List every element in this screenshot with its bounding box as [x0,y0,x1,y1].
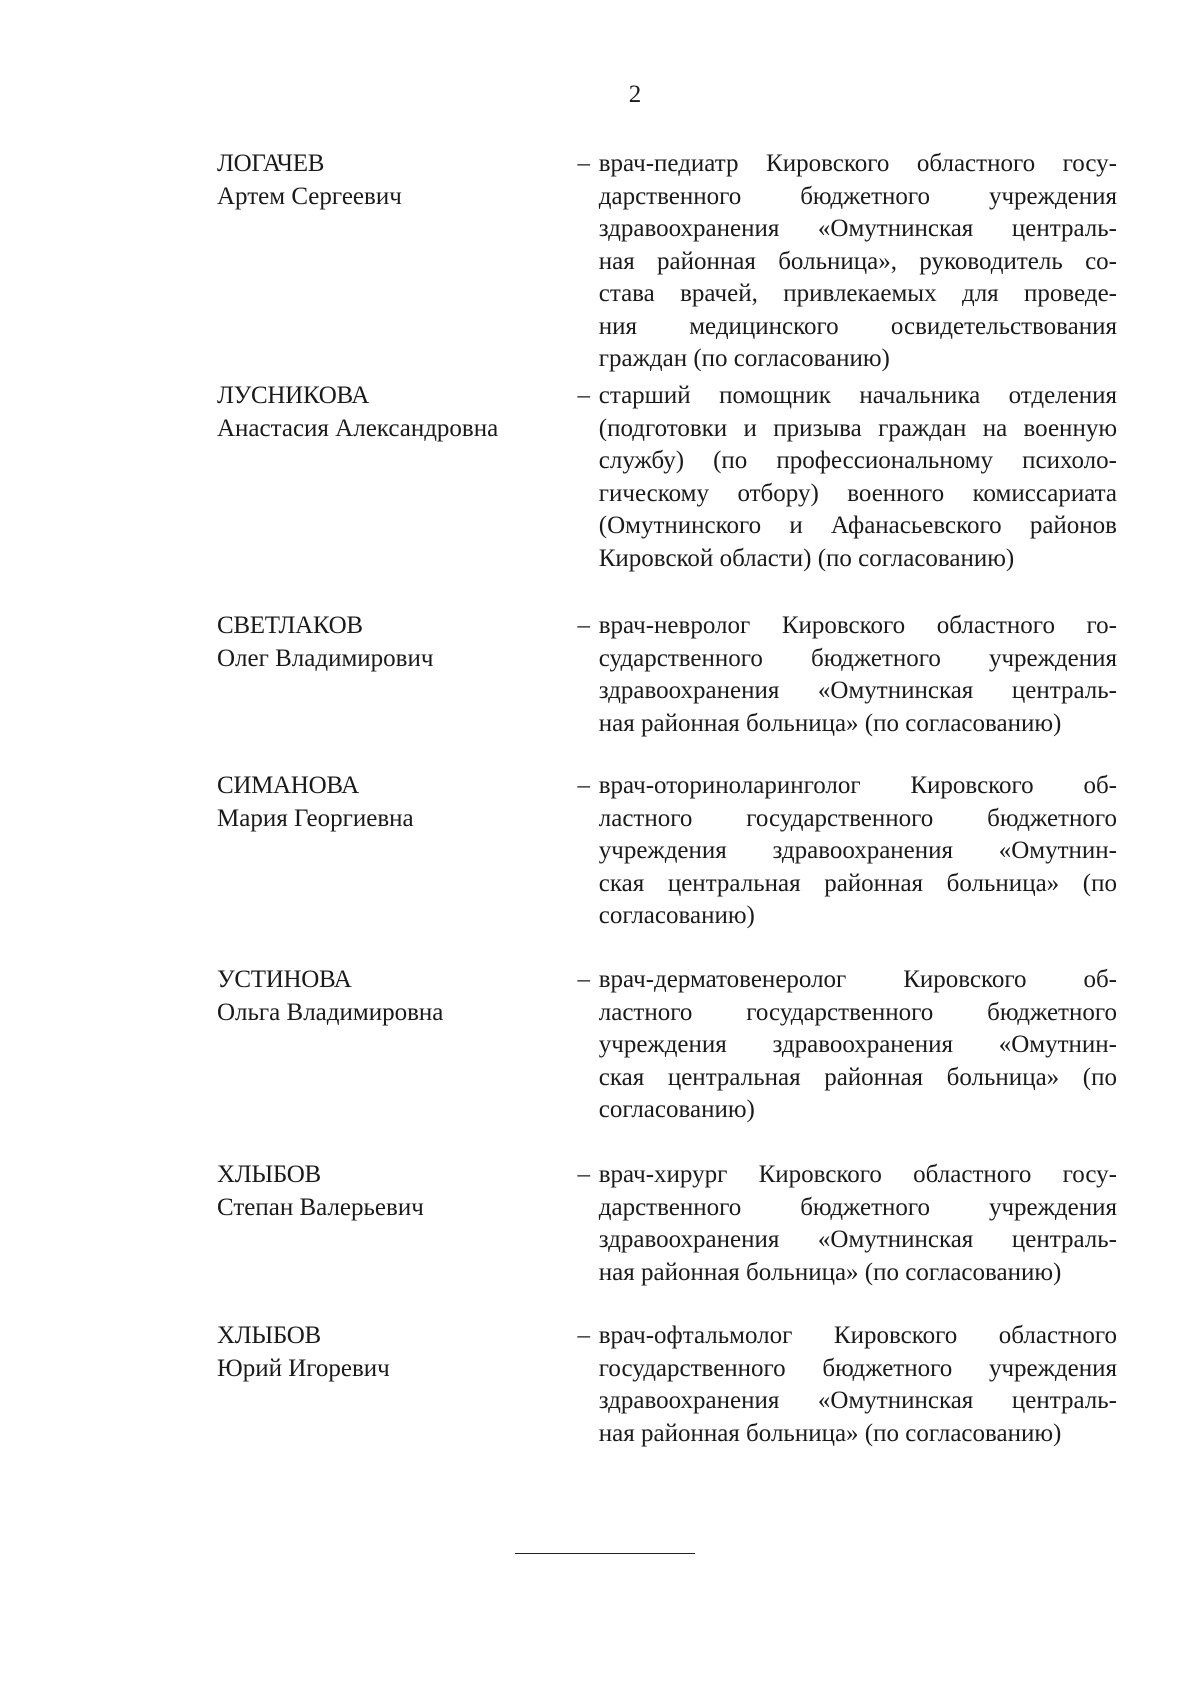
entry-dash: – [577,612,591,639]
role-line: ная районная больница» (по согласованию) [598,1419,1062,1447]
entry-dash: – [577,1161,591,1188]
role-line: гическому отбору) военного комиссариата [598,479,1117,507]
role-line: дарственного бюджетного учреждения [598,1193,1117,1221]
member-entry [217,148,1117,376]
role-line: Кировской области) (по согласованию) [598,544,1015,572]
role-line: ная районная больница» (по согласованию) [598,709,1062,737]
member-role [599,770,1117,933]
role-line: службу) (по профессиональному психоло- [598,447,1117,474]
member-given-name: Ольга Владимировна [217,998,444,1026]
role-line: согласованию) [598,1096,755,1123]
role-line: врач-невролог Кировского областного го- [598,612,1117,639]
member-name [217,148,561,376]
role-line: сударственного бюджетного учреждения [598,644,1117,672]
entry-dash: – [577,382,591,409]
role-line: ная районная больница», руководитель со- [598,247,1117,275]
member-entry [217,610,1117,740]
entry-dash: – [577,1322,591,1349]
role-line: (подготовки и призыва граждан на военную [598,414,1117,442]
entry-dash: – [577,966,591,993]
member-name [217,964,561,1127]
role-line: става врачей, привлекаемых для проведе- [598,280,1117,307]
role-line: здравоохранения «Омутнинская централь- [598,1387,1117,1414]
member-given-name: Анастасия Александровна [217,414,499,442]
member-role [599,1159,1117,1289]
role-line: врач-хирург Кировского областного госу- [598,1161,1117,1188]
role-line: ния медицинского освидетельствования [598,312,1117,340]
member-surname: СИМАНОВА [217,772,359,799]
member-given-name: Юрий Игоревич [217,1354,390,1382]
role-line: граждан (по согласованию) [598,345,890,372]
member-entry [217,964,1117,1127]
role-line: ская центральная районная больница» (по [598,869,1117,897]
role-line: учреждения здравоохранения «Омутнин- [598,1031,1117,1058]
member-entry [217,1320,1117,1450]
role-line: ная районная больница» (по согласованию) [598,1258,1062,1286]
member-surname: ЛОГАЧЕВ [217,150,325,177]
member-given-name: Артем Сергеевич [217,182,402,210]
member-name [217,610,561,740]
member-entry [217,380,1117,575]
role-line: ская центральная районная больница» (по [598,1063,1117,1091]
member-role [599,148,1117,376]
member-surname: ЛУСНИКОВА [217,382,369,409]
role-line: ластного государственного бюджетного [598,998,1117,1026]
member-role [599,380,1117,575]
role-line: ластного государственного бюджетного [598,804,1117,832]
role-line: учреждения здравоохранения «Омутнин- [598,837,1117,864]
role-line: здравоохранения «Омутнинская централь- [598,215,1117,242]
role-line: государственного бюджетного учреждения [598,1354,1117,1382]
member-name [217,380,561,575]
member-role [599,964,1117,1127]
member-role [599,1320,1117,1450]
member-given-name: Степан Валерьевич [217,1193,424,1221]
member-name [217,770,561,933]
role-line: врач-офтальмолог Кировского областного [598,1322,1117,1349]
entry-dash: – [577,150,591,177]
page-number: 2 [628,81,642,108]
role-line: врач-оториноларинголог Кировского об- [598,772,1117,799]
role-line: здравоохранения «Омутнинская централь- [598,677,1117,704]
member-role [599,610,1117,740]
role-line: врач-дерматовенеролог Кировского об- [598,966,1117,993]
member-entry [217,770,1117,933]
member-entry [217,1159,1117,1289]
member-name [217,1159,561,1289]
role-line: старший помощник начальника отделения [598,382,1117,409]
role-line: врач-педиатр Кировского областного госу- [598,150,1117,177]
role-line: здравоохранения «Омутнинская централь- [598,1226,1117,1253]
member-surname: СВЕТЛАКОВ [217,612,363,639]
role-line: согласованию) [598,902,755,929]
member-name [217,1320,561,1450]
role-line: дарственного бюджетного учреждения [598,182,1117,210]
entry-dash: – [577,772,591,799]
closing-rule [515,1553,695,1554]
member-surname: ХЛЫБОВ [217,1161,321,1188]
member-surname: УСТИНОВА [217,966,352,993]
member-given-name: Мария Георгиевна [217,804,414,832]
member-given-name: Олег Владимирович [217,644,434,672]
role-line: (Омутнинского и Афанасьевского районов [598,512,1117,539]
member-surname: ХЛЫБОВ [217,1322,321,1349]
